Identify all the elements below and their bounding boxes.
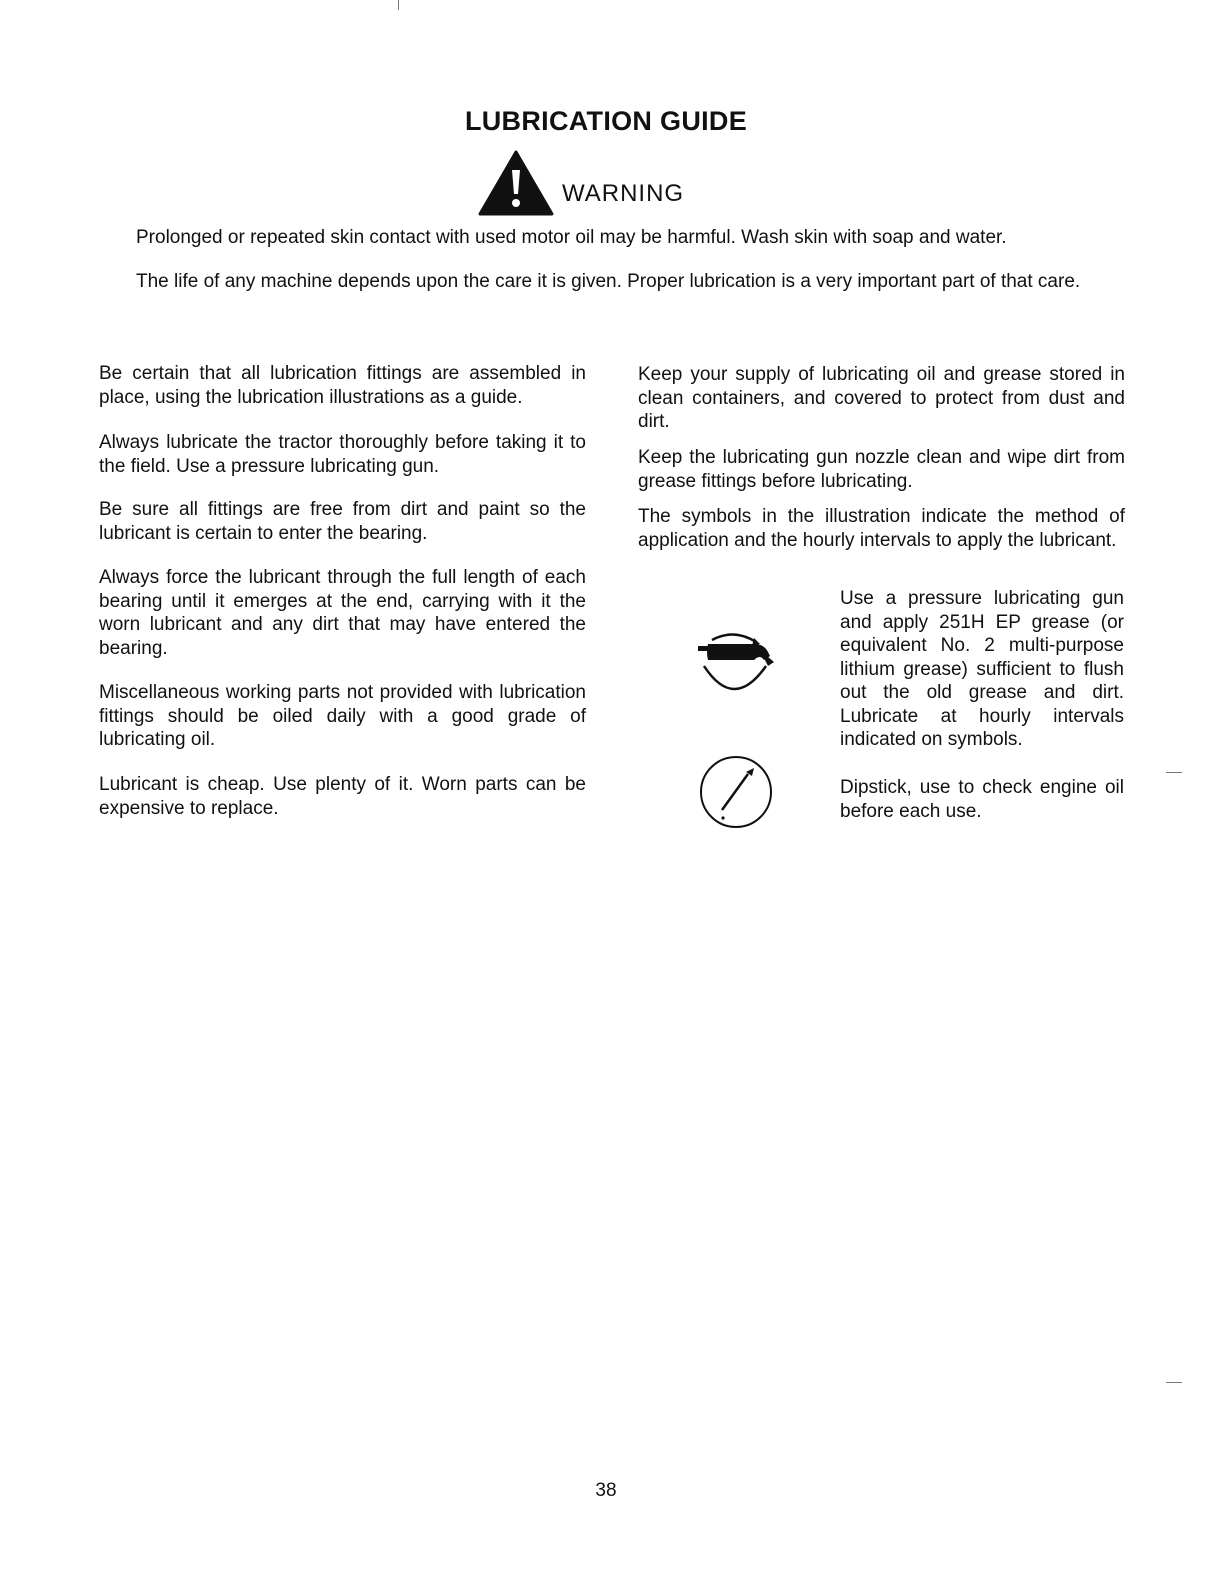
warning-label: WARNING (562, 180, 685, 207)
left-paragraph: Always lubricate the tractor thoroughly before taking it to the field. Use a pressure lubricating gun. (99, 432, 586, 477)
left-paragraph: Always force the lubricant through the full length of each bearing until it emerges at the end, carrying with it the worn lubricant and any dirt that may have entered the bearing. (99, 567, 586, 659)
dipstick-icon (698, 754, 774, 830)
warning-text: Prolonged or repeated skin contact with used motor oil may be harmful. Wash skin with soap and water. (136, 227, 1007, 248)
scan-mark (398, 0, 399, 10)
symbol-description: Dipstick, use to check engine oil before each use. (840, 777, 1124, 822)
left-paragraph: Miscellaneous working parts not provided with lubrication fittings should be oiled daily with a good grade of lubricating oil. (99, 682, 586, 750)
scan-mark (1166, 772, 1182, 773)
symbol-description: Use a pressure lubricating gun and apply 251H EP grease (or equivalent No. 2 multi-purpose lithium grease) sufficient to flush out the old grease and dirt. Lubricate at hourly intervals indicated on symbols. (840, 588, 1124, 750)
left-paragraph: Be certain that all lubrication fittings are assembled in place, using the lubrication illustrations as a guide. (99, 363, 586, 408)
right-paragraph: Keep your supply of lubricating oil and grease stored in clean containers, and covered to protect from dust and dirt. (638, 364, 1125, 432)
warning-heading (478, 148, 684, 216)
intro-text: The life of any machine depends upon the care it is given. Proper lubrication is a very important part of that care. (136, 271, 1081, 292)
page-number: 38 (595, 1480, 617, 1501)
page-title: LUBRICATION GUIDE (464, 106, 748, 136)
left-paragraph: Lubricant is cheap. Use plenty of it. Worn parts can be expensive to replace. (99, 774, 586, 819)
left-paragraph: Be sure all fittings are free from dirt and paint so the lubricant is certain to enter the bearing. (99, 499, 586, 544)
dipstick-symbol (698, 754, 774, 835)
warning-triangle-icon (478, 150, 554, 216)
right-paragraph: Keep the lubricating gun nozzle clean and wipe dirt from grease fittings before lubricating. (638, 447, 1125, 492)
scan-mark (1166, 1382, 1182, 1383)
grease-gun-symbol (694, 630, 776, 711)
grease-gun-icon (694, 630, 776, 706)
right-paragraph: The symbols in the illustration indicate the method of application and the hourly intervals to apply the lubricant. (638, 506, 1125, 551)
